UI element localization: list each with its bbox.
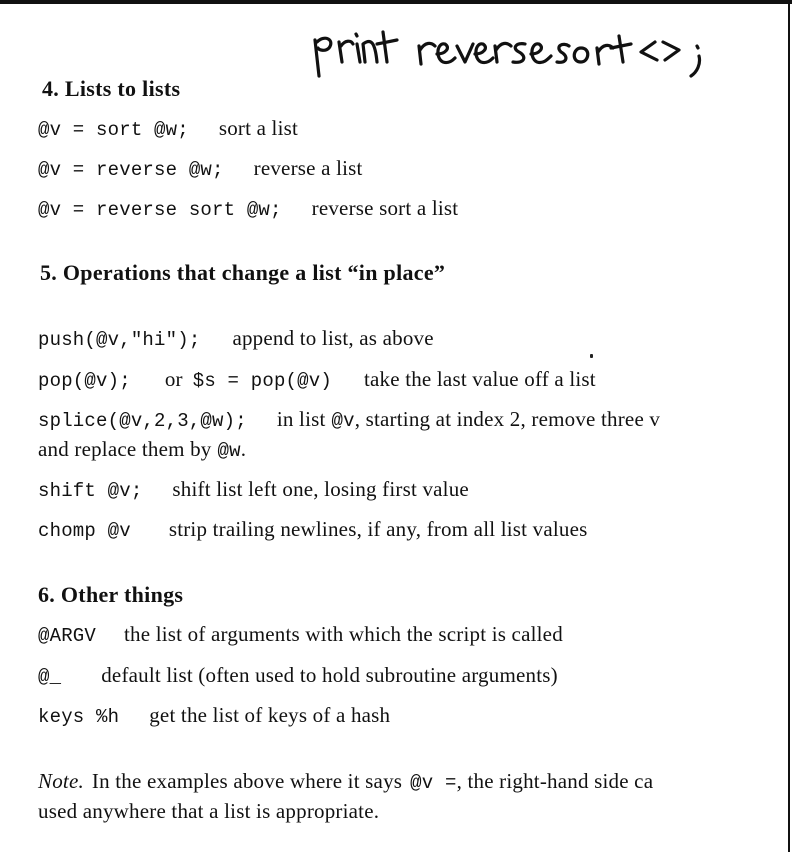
item-description: and replace them by: [38, 437, 212, 461]
item-description: append to list, as above: [232, 326, 434, 350]
code-snippet: @w: [217, 440, 241, 462]
code-snippet: pop(@v);: [38, 370, 131, 392]
or-text: or: [164, 367, 183, 391]
item-description: shift list left one, losing first value: [172, 477, 469, 501]
item-description: , starting at index 2, remove three v: [354, 407, 661, 431]
note-line-2: [38, 797, 379, 825]
code-snippet: chomp @v: [38, 520, 131, 542]
list-item-push: [38, 324, 434, 352]
item-description: sort a list: [218, 116, 299, 140]
item-description: reverse a list: [253, 156, 363, 180]
handwritten-annotation: [305, 18, 735, 78]
code-snippet: @v = reverse sort @w;: [38, 199, 282, 221]
list-item-chomp: [38, 515, 587, 543]
item-description: strip trailing newlines, if any, from all list values: [168, 517, 588, 541]
item-description: reverse sort a list: [311, 196, 459, 220]
list-item-sort: [38, 114, 298, 142]
code-snippet: @v = reverse @w;: [38, 159, 224, 181]
page-right-edge: [788, 0, 790, 852]
code-snippet: shift @v;: [38, 480, 143, 502]
scan-speck: [590, 354, 593, 358]
note-text: In the examples above where it says: [91, 769, 403, 793]
list-item-keys: [38, 701, 390, 729]
code-snippet: splice(@v,2,3,@w);: [38, 410, 247, 432]
note-line-1: [38, 767, 653, 795]
list-item-shift: [38, 475, 469, 503]
section-6-heading: 6. Other things: [38, 582, 184, 607]
item-description: the list of arguments with which the script is called: [124, 622, 563, 646]
item-description: in list: [276, 407, 326, 431]
code-snippet: @v: [331, 410, 355, 432]
note-text: used anywhere that a list is appropriate.: [38, 799, 380, 823]
note-label: Note.: [38, 769, 84, 793]
item-description: .: [240, 437, 247, 461]
code-snippet: $s = pop(@v): [192, 370, 332, 392]
list-item-argv: [38, 620, 563, 648]
code-snippet: keys %h: [38, 706, 120, 728]
page-top-rule: [0, 0, 792, 4]
list-item-splice: [38, 405, 660, 433]
item-description: get the list of keys of a hash: [149, 703, 391, 727]
section-4-heading: 4. Lists to lists: [42, 76, 181, 101]
list-item-splice-continuation: [38, 435, 246, 463]
section-5-heading: 5. Operations that change a list “in place”: [40, 260, 446, 285]
item-description: take the last value off a list: [363, 367, 596, 391]
list-item-reverse-sort: [38, 194, 458, 222]
list-item-default-list: [38, 661, 558, 689]
code-snippet: push(@v,"hi");: [38, 329, 201, 351]
code-snippet: @v =: [410, 772, 457, 794]
code-snippet: @ARGV: [38, 625, 97, 647]
list-item-reverse: [38, 154, 363, 182]
list-item-pop: [38, 365, 596, 393]
code-snippet: @v = sort @w;: [38, 119, 189, 141]
note-text: , the right-hand side ca: [456, 769, 654, 793]
code-snippet: @_: [38, 666, 62, 688]
item-description: default list (often used to hold subroutine arguments): [101, 663, 558, 687]
